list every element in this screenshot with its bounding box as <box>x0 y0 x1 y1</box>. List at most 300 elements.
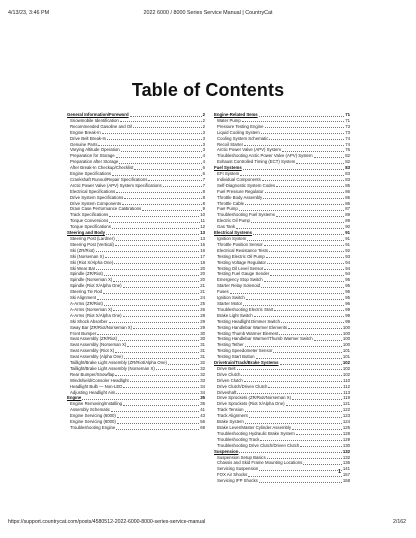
toc-entry-page: 2 <box>202 123 205 129</box>
toc-entry-title: Testing Thumb Warmer Element <box>217 330 279 336</box>
toc-entry-page: 92 <box>345 247 350 253</box>
toc-entry-title: Starter Relay Solenoid <box>217 283 260 289</box>
toc-entry-title: Gas Tank <box>217 224 236 230</box>
toc-entry-title: Brake Lever/Master Cylinder Assembly <box>217 425 292 431</box>
toc-entry-title: Steering Post (Vertical) <box>70 241 114 247</box>
dot-leader <box>116 192 201 193</box>
toc-entry-title: Seat Assembly (ZR/Riot) <box>70 336 118 342</box>
toc-entry-title: Fuses <box>217 289 229 295</box>
dot-leader <box>260 440 341 441</box>
dot-leader <box>296 163 344 164</box>
dot-leader <box>116 157 202 158</box>
toc-entry-page: 32 <box>200 365 205 371</box>
toc-entry-page: 33 <box>200 377 205 383</box>
toc-entry-title: Arctic Power Valve (APV) System Specifications <box>70 182 162 188</box>
dot-leader <box>241 375 341 376</box>
toc-entry-page: 100 <box>342 336 350 342</box>
toc-entry-page: 91 <box>345 236 350 242</box>
toc-entry-title: Testing Fuel Gauge Sender <box>217 271 270 277</box>
dot-leader <box>112 175 202 176</box>
dot-leader <box>105 257 199 258</box>
toc-entry-title: Liquid Cooling System <box>217 129 260 135</box>
toc-entry-page: 85 <box>345 182 350 188</box>
dot-leader <box>237 393 342 394</box>
toc-entry-page: 3 <box>202 135 205 141</box>
dot-leader <box>142 210 201 211</box>
dot-leader <box>124 198 201 199</box>
dot-leader <box>104 305 199 306</box>
toc-entry-title: Fuel Pump <box>217 206 238 212</box>
toc-entry-page: 21 <box>200 283 205 289</box>
dot-leader <box>97 334 199 335</box>
dot-leader <box>97 299 199 300</box>
toc-entry-title: Engine Servicing (6000) <box>70 413 116 419</box>
toc-entry-title: Recommended Gasoline and Oil <box>70 123 133 129</box>
toc-entry-page: 20 <box>200 277 205 283</box>
dot-leader <box>124 358 199 359</box>
dot-leader <box>119 163 201 164</box>
dot-leader <box>286 405 342 406</box>
toc-left-column <box>67 112 205 431</box>
toc-entry-title: Individual Components <box>217 176 261 182</box>
dot-leader <box>123 316 200 317</box>
dot-leader <box>243 305 344 306</box>
dot-leader <box>117 417 199 418</box>
dot-leader <box>102 133 202 134</box>
toc-entry-page: 121 <box>342 401 350 407</box>
toc-entry-page: 73 <box>345 123 350 129</box>
toc-entry <box>214 478 350 484</box>
toc-entry-page: 94 <box>345 271 350 277</box>
toc-entry-title: Crankshaft Runout/Repair Specifications <box>70 176 148 182</box>
toc-entry-page: 157 <box>342 472 350 478</box>
dot-leader <box>276 186 344 187</box>
dot-leader <box>115 245 199 246</box>
toc-entry-title: Spindle (Riot X/Alpha One) <box>70 283 122 289</box>
print-url: https://support.countrycat.com/posts/4580512-2022-6000-8000-series-service-manual <box>8 519 206 525</box>
toc-entry-page: 4 <box>202 159 205 165</box>
toc-entry-page: 158 <box>342 478 350 484</box>
dot-leader <box>123 387 199 388</box>
dot-leader <box>288 328 342 329</box>
dot-leader <box>261 133 344 134</box>
dot-leader <box>168 364 199 365</box>
toc-entry-title: Testing Oil Level Sensor <box>217 265 264 271</box>
toc-entry-page: 96 <box>345 301 350 306</box>
toc-entry-title: Testing Speedometer Sensor <box>217 348 273 354</box>
toc-entry-title: Servicing Suspension <box>217 466 259 472</box>
toc-entry-title: Drivetrain/Track/Brake Systems <box>214 360 279 366</box>
toc-entry-title: Taillight/Brake Light Assembly (ZR/Riot/Alpha One) <box>70 360 167 366</box>
toc-entry-title: Genuine Parts <box>70 141 98 147</box>
dot-leader <box>266 257 344 258</box>
print-page-count: 2/162 <box>393 519 406 525</box>
toc-entry-page: 113 <box>343 389 350 395</box>
browser-print-footer <box>8 519 408 529</box>
toc-entry-page: 74 <box>345 141 350 147</box>
dot-leader <box>269 139 344 140</box>
toc-entry-page: 3 <box>202 147 205 153</box>
dot-leader <box>113 310 199 311</box>
dot-leader <box>82 399 199 400</box>
toc-entry-title: Preparation after Storage <box>70 159 119 165</box>
dot-leader <box>115 352 199 353</box>
browser-print-header <box>8 10 408 20</box>
toc-entry-page: 8 <box>202 200 205 206</box>
dot-leader <box>246 299 345 300</box>
dot-leader <box>116 240 200 241</box>
toc-entry-title: Troubleshooting Engine <box>70 425 116 431</box>
dot-leader <box>265 127 345 128</box>
toc-entry-page: 20 <box>200 271 205 277</box>
dot-leader <box>96 269 199 270</box>
dot-leader <box>112 228 199 229</box>
toc-entry-page: 82 <box>345 159 350 165</box>
dot-leader <box>280 364 342 365</box>
toc-entry-title: Troubleshooting Track <box>217 436 260 442</box>
toc-entry-page: 4 <box>202 153 205 159</box>
toc-entry-title: Chassis and Skid Frame Mounting Locations <box>217 460 303 466</box>
toc-right-column <box>214 112 350 484</box>
toc-entry-title: Drive Sprockets (Riot X/Alpha One) <box>217 401 285 407</box>
toc-entry-title: EFI System <box>217 171 240 177</box>
toc-entry-title: Engine-Related Items <box>214 112 258 117</box>
toc-entry-title: Water Pump <box>217 117 241 123</box>
toc-entry-page: 125 <box>342 425 350 431</box>
toc-entry-page: 101 <box>342 354 350 360</box>
dot-leader <box>268 387 342 388</box>
dot-leader <box>133 127 202 128</box>
dot-leader <box>282 151 344 152</box>
toc-entry-page: 99 <box>345 318 350 324</box>
dot-leader <box>114 263 199 264</box>
toc-entry-title: Snowmobile Identification <box>70 117 119 123</box>
toc-entry-page: 69 <box>200 425 205 431</box>
dot-leader <box>122 204 202 205</box>
toc-entry-title: Engine Servicing (8000) <box>70 419 116 425</box>
toc-entry-page: 102 <box>342 365 350 371</box>
toc-entry-title: Ski Shock Absorber <box>70 318 108 324</box>
toc-entry-page: 83 <box>345 165 350 171</box>
toc-entry-page: 11 <box>200 218 205 224</box>
toc-entry-title: Varying Altitude Operation <box>70 147 120 153</box>
toc-entry-title: Troubleshooting Hydraulic Brake System <box>217 430 295 436</box>
dot-leader <box>267 458 342 459</box>
toc-entry-title: Engine Removing/Installing <box>70 401 123 407</box>
dot-leader <box>276 216 344 217</box>
toc-entry-page: 17 <box>200 253 205 259</box>
dot-leader <box>245 204 344 205</box>
toc-entry-title: Drive Belt Break-In <box>70 135 107 141</box>
toc-entry-page: 83 <box>345 176 350 182</box>
toc-entry-page: 95 <box>345 283 350 289</box>
dot-leader <box>116 393 199 394</box>
toc-entry-title: Arctic Power Valve (APV) System <box>217 147 281 153</box>
toc-entry-title: Servicing IFP Shocks <box>217 478 258 484</box>
dot-leader <box>263 198 344 199</box>
dot-leader <box>243 169 345 170</box>
toc-entry-page: 141 <box>342 466 350 472</box>
toc-entry-page: 102 <box>342 360 350 366</box>
toc-entry-title: Testing Voltage Regulator <box>217 259 266 265</box>
toc-entry-page: 82 <box>345 153 350 159</box>
dot-leader <box>148 180 201 181</box>
toc-entry-page: 29 <box>200 324 205 330</box>
toc-entry-title: Spindle (ZR/Riot) <box>70 271 103 277</box>
toc-entry-page: 12 <box>200 224 205 230</box>
toc-entry-title: Drive Clutch/Driven Clutch <box>217 383 268 389</box>
toc-entry-title: Recoil Starter <box>217 141 244 147</box>
dot-leader <box>281 322 344 323</box>
toc-entry-title: Brake Light Switch <box>217 312 253 318</box>
toc-entry-title: Troubleshooting Arctic Power Valve (APV) System <box>217 153 313 159</box>
toc-entry-title: Testing Handlebar Warmer Elements <box>217 324 288 330</box>
toc-entry-page: 95 <box>345 289 350 295</box>
dot-leader <box>264 245 344 246</box>
dot-leader <box>127 346 199 347</box>
toc-entry-title: Drive Sprockets (ZR/Riot/Norseman X) <box>217 395 292 401</box>
toc-entry-page: 123 <box>342 413 350 419</box>
toc-entry-title: Windshield/Consoler Headlight <box>70 377 129 383</box>
toc-entry-page: 99 <box>345 306 350 312</box>
toc-entry-page: 30 <box>200 330 205 336</box>
toc-entry-title: A-Arms (Norseman X) <box>70 306 113 312</box>
dot-leader <box>109 222 199 223</box>
dot-leader <box>109 216 199 217</box>
dot-leader <box>120 121 202 122</box>
toc-entry-page: 8 <box>202 188 205 194</box>
dot-leader <box>118 340 199 341</box>
dot-leader <box>130 381 199 382</box>
toc-entry-title: Taillight/Brake Light Assembly (Norseman X) <box>70 365 155 371</box>
dot-leader <box>156 369 199 370</box>
toc-entry-title: Torque Specifications <box>70 224 111 230</box>
dot-leader <box>245 423 342 424</box>
toc-entry-title: Suspension <box>214 448 239 454</box>
toc-entry-page: 90 <box>345 224 350 230</box>
toc-entry-page: 95 <box>345 277 350 283</box>
toc-entry-page: 41 <box>200 407 205 413</box>
toc-entry-page: 31 <box>200 342 205 348</box>
toc-entry-page: 91 <box>345 230 350 236</box>
toc-entry-page: 7 <box>202 182 205 188</box>
dot-leader <box>259 116 345 117</box>
toc-entry-page: 129 <box>342 436 350 442</box>
toc-entry-title: Spindle (Norseman X) <box>70 277 113 283</box>
toc-entry-page: 87 <box>345 206 350 212</box>
dot-leader <box>123 287 200 288</box>
toc-entry-title: Testing Electric Oil Pump <box>217 253 265 259</box>
toc-entry-title: Electrical Systems <box>214 230 252 236</box>
dot-leader <box>253 234 344 235</box>
dot-leader <box>314 340 342 341</box>
toc-entry-page: 28 <box>200 312 205 318</box>
toc-entry-title: Engine <box>67 395 82 401</box>
dot-leader <box>259 482 342 483</box>
toc-entry-page: 74 <box>345 135 350 141</box>
toc-entry-page: 34 <box>200 389 205 395</box>
toc-entry-page: 3 <box>202 141 205 147</box>
toc-entry-page: 24 <box>200 295 205 301</box>
toc-entry-page: 43 <box>200 413 205 419</box>
dot-leader <box>133 328 199 329</box>
toc-entry-title: Troubleshooting Electric Start <box>217 306 274 312</box>
toc-entry-title: Cooling System Schematic <box>217 135 269 141</box>
toc-entry-page: 30 <box>200 336 205 342</box>
toc-entry-page: 35 <box>200 395 205 401</box>
toc-entry-page: 21 <box>200 289 205 295</box>
dot-leader <box>134 169 201 170</box>
dot-leader <box>269 251 344 252</box>
dot-leader <box>267 263 344 264</box>
toc-entry-page: 2 <box>202 112 205 117</box>
toc-entry-title: Brake System <box>217 419 244 425</box>
toc-entry-title: Steering Tie Rod <box>70 289 103 295</box>
toc-entry-page: 8 <box>202 194 205 200</box>
dot-leader <box>240 175 344 176</box>
toc-entry-title: Steering Post (Lardner) <box>70 236 115 242</box>
dot-leader <box>96 251 200 252</box>
toc-entry-title: Fuel Pressure Regulator <box>217 188 264 194</box>
toc-entry-title: Troubleshooting Drive Clutch/Driven Clutch <box>217 442 300 448</box>
toc-entry-title: Track Alignment <box>217 413 248 419</box>
dot-leader <box>292 399 342 400</box>
toc-entry-page: 16 <box>200 247 205 253</box>
toc-entry-title: Assembly Schematic <box>70 407 110 413</box>
dot-leader <box>116 429 199 430</box>
toc-entry-title: Ski (ZR/Riot) <box>70 247 95 253</box>
print-page-title: 2022 6000 / 8000 Series Service Manual | CountryCat <box>143 10 273 16</box>
toc-entry-page: 99 <box>345 312 350 318</box>
dot-leader <box>303 464 342 465</box>
dot-leader <box>247 240 344 241</box>
toc-entry-page: 136 <box>342 460 350 466</box>
dot-leader <box>98 145 201 146</box>
toc-entry-title: Testing Tether <box>217 342 244 348</box>
toc-entry-title: Ski (Norseman X) <box>70 253 104 259</box>
dot-leader <box>117 423 199 424</box>
toc-entry-title: Ski (Riot X/Alpha One) <box>70 259 114 265</box>
dot-leader <box>265 192 345 193</box>
toc-entry-title: Ignition System <box>217 236 247 242</box>
toc-entry-page: 35 <box>200 401 205 407</box>
toc-entry-title: Testing Headlight Dimmer Switch <box>217 318 281 324</box>
dot-leader <box>242 121 344 122</box>
toc-entry-page: 7 <box>202 176 205 182</box>
toc-entry-title: After Break-In Checkup/Checklist <box>70 165 134 171</box>
toc-entry-page: 34 <box>200 383 205 389</box>
toc-entry-page: 25 <box>200 301 205 306</box>
toc-entry-page: 128 <box>342 430 350 436</box>
toc-entry-title: Testing Handlebar Warmer/Thumb Warmer Switch <box>217 336 313 342</box>
toc-entry-page: 132 <box>342 448 350 454</box>
toc-entry-title: Suspension Setup Basics <box>217 454 266 460</box>
document-page-number: 1 <box>337 469 341 475</box>
dot-leader <box>103 293 199 294</box>
toc-entry-page: 100 <box>342 330 350 336</box>
dot-leader <box>270 275 344 276</box>
toc-entry-title: Headlight Bulb — Non-LED <box>70 383 123 389</box>
toc-entry-title: Pressure Testing Engine <box>217 123 264 129</box>
toc-entry-title: Ski Alignment <box>70 295 97 301</box>
dot-leader <box>262 180 345 181</box>
toc-entry-title: FOX Air Shocks <box>217 472 248 478</box>
toc-entry-page: 100 <box>342 324 350 330</box>
toc-entry <box>67 425 205 431</box>
toc-entry-page: 71 <box>345 117 350 123</box>
toc-entry-title: Electrical Specifications <box>70 188 116 194</box>
dot-leader <box>314 157 345 158</box>
dot-leader <box>106 234 199 235</box>
dot-leader <box>113 281 199 282</box>
toc-entry-page: 91 <box>345 241 350 247</box>
dot-leader <box>115 375 199 376</box>
toc-entry-page: 15 <box>200 241 205 247</box>
toc-entry-title: Adjusting Headlight Aim <box>70 389 116 395</box>
toc-entry-title: Engine Break-In <box>70 129 101 135</box>
print-datetime: 4/13/23, 3:46 PM <box>8 10 50 16</box>
toc-entry-title: Drive System Specifications <box>70 194 124 200</box>
dot-leader <box>292 429 342 430</box>
toc-entry-page: 100 <box>342 342 350 348</box>
toc-entry-page: 32 <box>200 360 205 366</box>
dot-leader <box>259 470 342 471</box>
dot-leader <box>104 275 199 276</box>
dot-leader <box>249 417 342 418</box>
toc-entry-title: Torque Conversions <box>70 218 109 224</box>
toc-entry-page: 13 <box>200 236 205 242</box>
dot-leader <box>239 452 341 453</box>
toc-entry-page: 31 <box>200 348 205 354</box>
toc-entry-page: 71 <box>345 112 350 117</box>
toc-entry-page: 93 <box>345 253 350 259</box>
toc-entry-page: 122 <box>342 407 350 413</box>
toc-entry-title: Seat Assembly (Norseman X) <box>70 342 127 348</box>
toc-entry-page: 119 <box>343 395 350 401</box>
toc-entry-title: Driveshaft <box>217 389 237 395</box>
toc-entry-page: 89 <box>345 218 350 224</box>
toc-entry-title: A-Arms (ZR/Riot) <box>70 301 103 306</box>
dot-leader <box>245 346 342 347</box>
toc-entry-title: Emergency Stop Switch <box>217 277 263 283</box>
dot-leader <box>261 287 344 288</box>
toc-entry-title: Drive Clutch <box>217 371 241 377</box>
toc-entry-title: Track Specifications <box>70 212 109 218</box>
toc-entry-title: Drive System Components <box>70 200 122 206</box>
dot-leader <box>251 222 344 223</box>
toc-entry-page: 76 <box>345 147 350 153</box>
dot-leader <box>264 269 344 270</box>
toc-entry-page: 86 <box>345 194 350 200</box>
dot-leader <box>244 381 342 382</box>
dot-leader <box>121 151 202 152</box>
toc-entry-page: 32 <box>200 371 205 377</box>
toc-entry-page: 20 <box>200 265 205 271</box>
toc-entry-page: 56 <box>200 419 205 425</box>
page-title: Table of Contents <box>131 80 285 100</box>
toc-entry-page: 26 <box>200 306 205 312</box>
toc-entry-title: Throttle Position Sensor <box>217 241 263 247</box>
toc-entry-page: 2 <box>202 117 205 123</box>
dot-leader <box>130 116 202 117</box>
toc-entry-title: Rear Bumper/Snowflap <box>70 371 115 377</box>
toc-entry-title: Testing Start Button <box>217 354 255 360</box>
toc-entry-title: Ski Wear Bar <box>70 265 96 271</box>
toc-entry-page: 86 <box>345 200 350 206</box>
toc-entry-title: Track Tension <box>217 407 244 413</box>
dot-leader <box>163 186 202 187</box>
toc-entry-title: Steering and Body <box>67 230 105 236</box>
